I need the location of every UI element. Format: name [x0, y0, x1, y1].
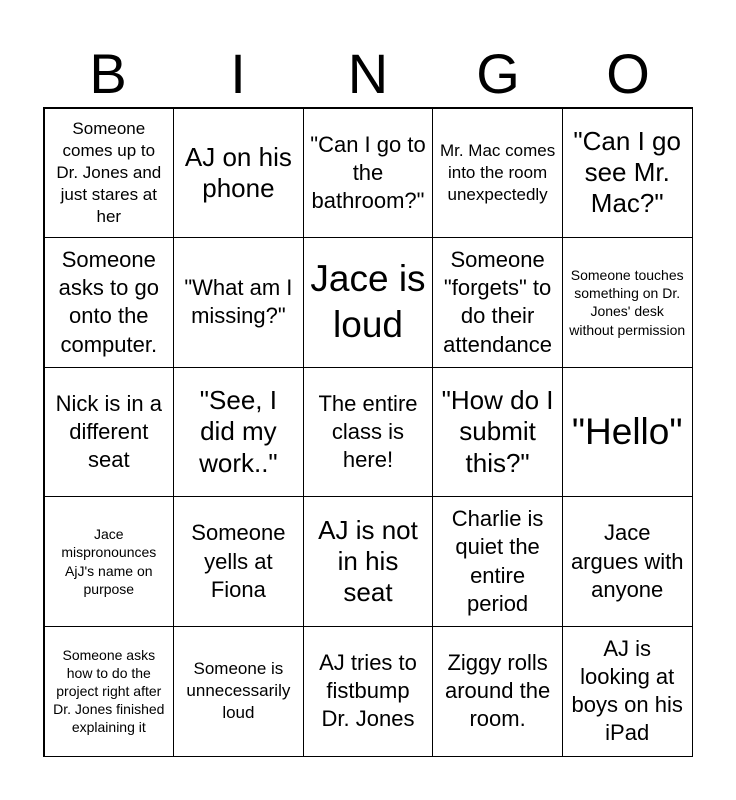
bingo-cell[interactable]: AJ is looking at boys on his iPad	[562, 626, 693, 757]
bingo-cell[interactable]: "See, I did my work.."	[173, 367, 304, 498]
header-letter-o: O	[606, 42, 650, 105]
header-letter-i: I	[230, 42, 246, 105]
bingo-cell[interactable]: AJ on his phone	[173, 108, 304, 239]
bingo-cell[interactable]: The entire class is here!	[303, 367, 434, 498]
bingo-cell[interactable]: AJ tries to fistbump Dr. Jones	[303, 626, 434, 757]
bingo-cell[interactable]: Someone asks how to do the project right after Dr. Jones finished explaining it	[44, 626, 175, 757]
bingo-cell[interactable]: Jace is loud	[303, 237, 434, 368]
bingo-header	[43, 40, 693, 108]
bingo-cell[interactable]: Nick is in a different seat	[44, 367, 175, 498]
bingo-cell[interactable]: Ziggy rolls around the room.	[432, 626, 563, 757]
bingo-cell[interactable]: "Hello"	[562, 367, 693, 498]
bingo-cell[interactable]: Someone "forgets" to do their attendance	[432, 237, 563, 368]
bingo-cell[interactable]: Jace mispronounces AjJ's name on purpose	[44, 496, 175, 627]
header-letter-b: B	[89, 42, 127, 105]
bingo-cell[interactable]: AJ is not in his seat	[303, 496, 434, 627]
bingo-cell[interactable]: Someone yells at Fiona	[173, 496, 304, 627]
bingo-cell[interactable]: "Can I go to the bathroom?"	[303, 108, 434, 239]
bingo-cell[interactable]: Jace argues with anyone	[562, 496, 693, 627]
bingo-cell[interactable]: Someone asks to go onto the computer.	[44, 237, 175, 368]
bingo-cell[interactable]: "How do I submit this?"	[432, 367, 563, 498]
bingo-cell[interactable]: Mr. Mac comes into the room unexpectedly	[432, 108, 563, 239]
header-letter-n: N	[347, 42, 389, 105]
bingo-cell[interactable]: Someone touches something on Dr. Jones' desk without permission	[562, 237, 693, 368]
bingo-cell[interactable]: Someone is unnecessarily loud	[173, 626, 304, 757]
bingo-cell[interactable]: Someone comes up to Dr. Jones and just stares at her	[44, 108, 175, 239]
header-letter-g: G	[476, 42, 520, 105]
bingo-cell[interactable]: "What am I missing?"	[173, 237, 304, 368]
bingo-cell[interactable]: "Can I go see Mr. Mac?"	[562, 108, 693, 239]
bingo-cell[interactable]: Charlie is quiet the entire period	[432, 496, 563, 627]
bingo-board	[43, 107, 693, 757]
